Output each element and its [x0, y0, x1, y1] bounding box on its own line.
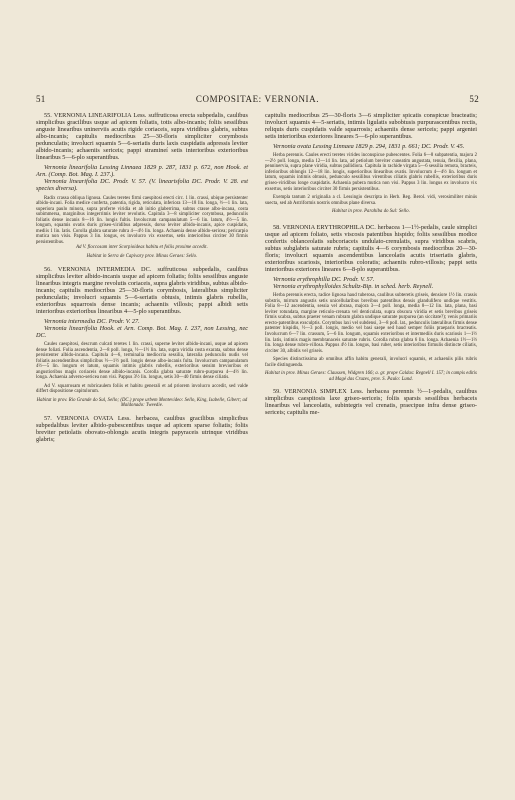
species-55-synonym-1: Vernonia linearifolia Lessing Linnaea 1829 p. 287, 1831 p. 672, non Hook. et Arn. (Comp. Bot. Mag. I. 237.).	[36, 164, 248, 179]
species-55-habitat: Habitat in Serra de Capivary prov. Minas Geraes: Sello.	[86, 253, 198, 259]
species-58-description: 58. VERNONIA ERYTHROPHILA DC. herbacea 1—1½-pedalis, caule simplici usque ad apicem foliato, setis viscosis patentibus hispido; foliis sessilibus modice confertis oblanceolatis subcoriaceis undulato-crenulatis, supra viridibus scabris, subtus subglabris saturate rubris; capitulis 4—6 corymbosis mediocribus 20—30-floris; involucri squamis ascendentibus lanceolatis acutis triseriatis glabris, exterioribus scariosis, interioribus coloratis; achaeniis rubro-villosis; pappi setis interioribus exteriores lineares 6—8-plo superantibus.	[265, 223, 477, 273]
species-56-synonym-2: Vernonia linearifolia Hook. et Arn. Comp. Bot. Mag. I. 237, non Lessing, nec DC.	[36, 324, 248, 339]
species-55-detail: Radix crassa obliqua lignosa. Caules teretes firmi caespitosi erecti circ. 1 lin. crassi, ubique persistenter albido-incani. Folia medice conferta, patentia, rigida, reticulata, inferiora 13—18 lin. longa, ½—1 lin. lata, superiora paulo minora, supra proferre viridia et ab initio glaberrima, subtus crasse albo-incana, costa subimmersa, marginibus integerrimis leviter revolutis. Capitula 3—8 simpliciter corymbosa, pedunculis foliatis dense incanis 8—16 lin. longis fultis. Involucrum campanulatum 5—6 lin. latum, 4½—5 lin. longum, squamis ovatis duris griseo-viridibus adpressis, dorso leviter albido-incanis, apice cuspidatis, mediis 1 lin. latis. Corolla glabra saturate rubra 4—4½ lin. longa. Achaenia dense albido-sericea; pericarpio mutica non visis. Pappus 3 lin. longus, ex involucro vix exsertus, setis interioribus circiter 30 firmis persistentibus.	[36, 195, 248, 245]
species-56-detail: Caules caespitosi, descrum culcati teretes 1 lin. crassi, superne leviter albido-incani, usque ad apicem dense foliati. Folia ascendentia, 2—8 poll. longa, ½—1½ lin. lata, supra viridia costa exarata, subtus dense persistenter albido-incana. Capitula 4—6, terminalia mediocria sessilia, lateralia pedunculis nudis vel foliatis ascendentibus simplicibus ½—1½ poll. longis dense albo-incanis fulta. Involucrum campanulatum 4½—5 lin. longum et latum, squamis intimis glabris rubellis, exterioribus sensim brevioribus et angustioribus magis coriaceis dense albido-incanis. Corolla glabra saturate rubro-purpurea 4—4½ lin. longa. Achaenia adverso-sericea non visi. Pappus 3½ lin. longus, setis 30—40 firmis dense ciliatis.	[36, 342, 248, 381]
species-58-note: Species distinctissima ab omnibus affin habitu generali, involucri squamis, et achaeniis pilis rubris facile distinguenda.	[265, 357, 477, 368]
left-column	[36, 112, 248, 443]
species-57-synonym-1: Vernonia ovata Lessing Linnaea 1829 p. 294, 1831 p. 661; DC. Prodr. V. 45.	[273, 143, 465, 151]
running-title: COMPOSITAE: VERNONIA.	[195, 94, 320, 104]
running-header	[36, 94, 479, 106]
species-58-synonym-1: Vernonia erythrophilla DC. Prodr. V. 57.	[273, 276, 375, 284]
page-number-left: 51	[36, 94, 46, 104]
species-56-note: Ad V. squarrosam et rubricaulem foliis et habitu generali et ad priorem involucro accedit, sed valde differt dispositione capitulorum.	[36, 383, 248, 395]
species-55-synonym-2: Vernonia linearifolia DC. Prodr. V. 57. (V. linearisfolia DC. Prodr. V. 28. est species diversa).	[36, 178, 248, 193]
species-57-description: 57. VERNONIA OVATA Less. herbacea, caulibus gracilibus simplicibus subpedalibus leviter albido-pubescentibus usque ad apicem sparse foliatis; foliis breviter petiolatis obovato-oblongis acutis integris papyraceis utrinque viridibus glabris;	[36, 415, 248, 444]
page-number-right: 52	[469, 94, 479, 104]
species-56-description: 56. VERNONIA INTERMEDIA DC. suffruticosa subpedalis, caulibus simplicibus leviter albido-incanis usque ad apicem foliatis; foliis sessilibus anguste linearibus integris margine revolutis coriaceis, supra glabris viridibus, subtus albido-incanis; capitulis mediocribus 25—30-floris corymbosis, lateralibus simpliciter pedunculatis; involucri squamis 5—6-seriatis obtusis, intimis glabris rubellis, exterioribus squarrosis dense incanis; achaeniis villosis; pappi albidi setis interioribus exterioribus linearibus 4—5-plo superantibus.	[36, 265, 248, 315]
right-column	[265, 112, 477, 417]
species-56-synonym-1: Vernonia intermedia DC. Prodr. V. 27.	[44, 317, 140, 325]
species-57-exempla: Exempla tantum 2 originalia a cl. Lessingio descripta in Herb. Reg. Berol. vidi, verosimiliter minús suecta, sed ab Astriformis nostris omnibus plane diversa.	[265, 195, 477, 206]
species-58-habitat: Habitat in prov. Minas Geraes: Claussen, Widgren 166; a. gr. prope Caldas: Regnell I. 157; in campis editis ad Magé das Cruzes, prov. S. Paulo: Lund.	[265, 371, 477, 382]
species-55-description: 55. VERNONIA LINEARIFOLIA Less. suffruticosa erecta subpedalis, caulibus simplicibus gracilibus usque ad apicem foliatis, totis albo-incanis; foliis sessilibus anguste linearibus uninerviis acutis rigide coriaceis, supra viridibus glabris, subtus albo-incanis; capitulis mediocribus 25—30-floris simpliciter corymbosis pedunculatis; involucri squamis 5—6-seriatis duris laxis cuspidatis adpressis leviter albido-incanis; achaeniis sericeis; pappi stramineí setis interioribus exterioribus linearibus 5—6-plo superantibus.	[36, 112, 248, 162]
species-57-detail: Herba perennis. Caules erecti teretes virides inconspicue pubescentes. Folia 6—8 subpatentia, majora 2—2½ poll. longa, media 12—14 lin. lata, ad petiolum breviter cuneatim angustata, tenuia, flexilia, plana, penninervia, supra plane viridia, subtus pallidiora. Capitula in rachide virgata 5—6 sessilia remota, bracteis, inferioribus oblongis 12—18 lin. longis, superioribus linearibus ovatis. Involucrum 4—4½ lin. longum et latum, squamis intimis obtusis, pedunculo sessilibus virentibus ciliatis glabris rubellis, exterioribus duris griseo-viridibus longe cuspidatis. Achaenia pubera mutica non visi. Pappus 3 lin. longus ex involucro vix exsertus, setis interioribus circiter 30 firmis persistentibus.	[265, 153, 477, 192]
species-56-habitat: Habitat in prov. Rio Grande do Sul, Sello; (DC.) prope urbem Montevideo: Sello, King, Isabelle, Gibert; ad Maldonado: Tweedie.	[36, 397, 248, 409]
species-59-description: 59. VERNONIA SIMPLEX Less. herbacea perennis ½—1-pedalis, caulibus simplicibus caespitosis laxe griseo-sericeis; foliis sparsis sessilibus herbaceis linearibus vel lanceolatis, subintegris vel crenatis, praecipue infra dense griseo-sericeis; capitulis me-	[265, 388, 477, 417]
species-58-synonym-2: Vernonia erythrophylloides Schultz-Bip. in sched. herb. Reynell.	[273, 283, 434, 291]
species-58-detail: Herba perennis erecta, radice lignosa haud tuberosa, caulibus subteretis griseis, densiore 1½ lin. crassis substris, mirrum angustis setis unicellularibus brevibus patentibus densis glandulifero undique vestitis. Folia 8—12 ascendentia, sessia vel abrasa, majora 3—4 poll. longa, media 8—12 lin. lata, plana, basi leviter rotundata, margine reticulo-crenata vel denticulata, supra obscura viridia et setis brevibus griseis firmis scabra, subtus praeter venam rubram glabra undique saturate purpurea (an siccitate?); venis primariis erecto-patentibus exsculptis. Corymbus laxi vel subdensi, 3—8 poll. lat., pedunculis lateralibus firmis dense patenter hispidis, ½—3 poll. longis, medio vel basi saepe sed haud semper foliis praeparis bracteatis. Involucrum 6—7 lin. crassum, 5—6 lin. longum, squamis exterioribus et intermediis duris scariosis 1—1½ lin. latis, intimis magis membranaceis saturate rubris. Corolla rubra glabra 6 lin. longa. Achaenia 1½—1⅔ lin. longa dense rubro-villosa. Pappus 4½ lin. longus, basi ruber, setis interioribus firmulis distincte ciliatis, circiter 30, albidis vel griseis.	[265, 293, 477, 354]
species-55-note: Ad V. floccosam inter Scorpioideas habitu et foliis proxime accedit.	[76, 245, 208, 251]
species-57-description-continued: capitulis mediocribus 25—30-floris 3—6 simpliciter spicatis conspicue bracteatis; involucri squamis 4—5-seriatis, intimis ligulatis subobtusis purpurascentibus rectis, reliquis duris cuspidatis valde squarrosis; achaeniis dense sericeis; pappi argentei setis interioribus exteriores lineares 5—6-plo superantibus.	[265, 112, 477, 141]
species-57-habitat: Habitat in prov. Parahiba do Sul: Sello.	[332, 209, 410, 215]
